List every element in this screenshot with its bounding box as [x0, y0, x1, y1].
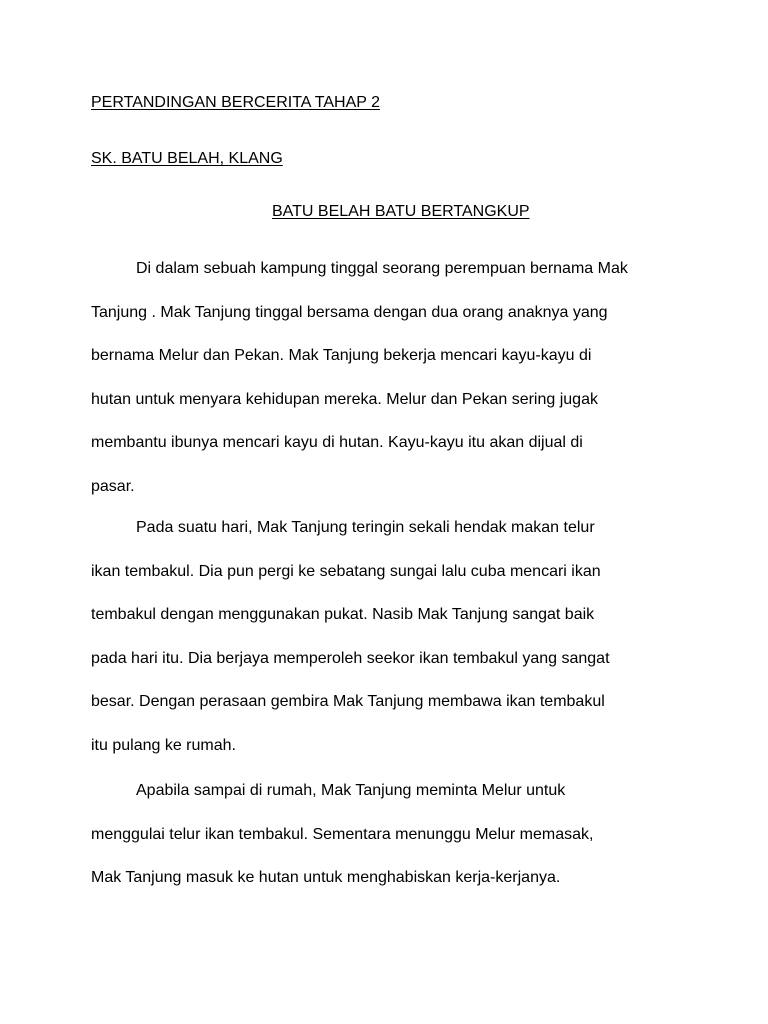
paragraph-line: ikan tembakul. Dia pun pergi ke sebatang sungai lalu cuba mencari ikan	[91, 562, 601, 580]
paragraph-line: menggulai telur ikan tembakul. Sementara menunggu Melur memasak,	[91, 825, 594, 843]
paragraph-3	[91, 769, 691, 900]
paragraph-line: Di dalam sebuah kampung tinggal seorang perempuan bernama Mak	[136, 260, 628, 277]
paragraph-line: tembakul dengan menggunakan pukat. Nasib Mak Tanjung sangat baik	[91, 606, 595, 623]
paragraph-2	[91, 506, 691, 767]
paragraph-line: itu pulang ke rumah.	[91, 736, 236, 754]
paragraph-line: Mak Tanjung masuk ke hutan untuk menghabiskan kerja-kerjanya.	[91, 869, 561, 886]
paragraph-line: pada hari itu. Dia berjaya memperoleh seekor ikan tembakul yang sangat	[91, 649, 610, 667]
school-heading: SK. BATU BELAH, KLANG	[91, 150, 283, 167]
paragraph-line: Apabila sampai di rumah, Mak Tanjung meminta Melur untuk	[136, 782, 566, 799]
paragraph-line: Tanjung . Mak Tanjung tinggal bersama dengan dua orang anaknya yang	[91, 303, 608, 321]
story-title: BATU BELAH BATU BERTANGKUP	[272, 203, 530, 220]
paragraph-line: besar. Dengan perasaan gembira Mak Tanjung membawa ikan tembakul	[91, 693, 605, 710]
paragraph-line: hutan untuk menyara kehidupan mereka. Melur dan Pekan sering jugak	[91, 390, 598, 408]
paragraph-line: bernama Melur dan Pekan. Mak Tanjung bekerja mencari kayu-kayu di	[91, 347, 592, 364]
paragraph-line: membantu ibunya mencari kayu di hutan. Kayu-kayu itu akan dijual di	[91, 434, 583, 451]
paragraph-line: Pada suatu hari, Mak Tanjung teringin sekali hendak makan telur	[136, 519, 595, 536]
paragraph-1	[91, 247, 691, 508]
paragraph-line: pasar.	[91, 477, 135, 495]
competition-heading: PERTANDINGAN BERCERITA TAHAP 2	[91, 94, 380, 111]
